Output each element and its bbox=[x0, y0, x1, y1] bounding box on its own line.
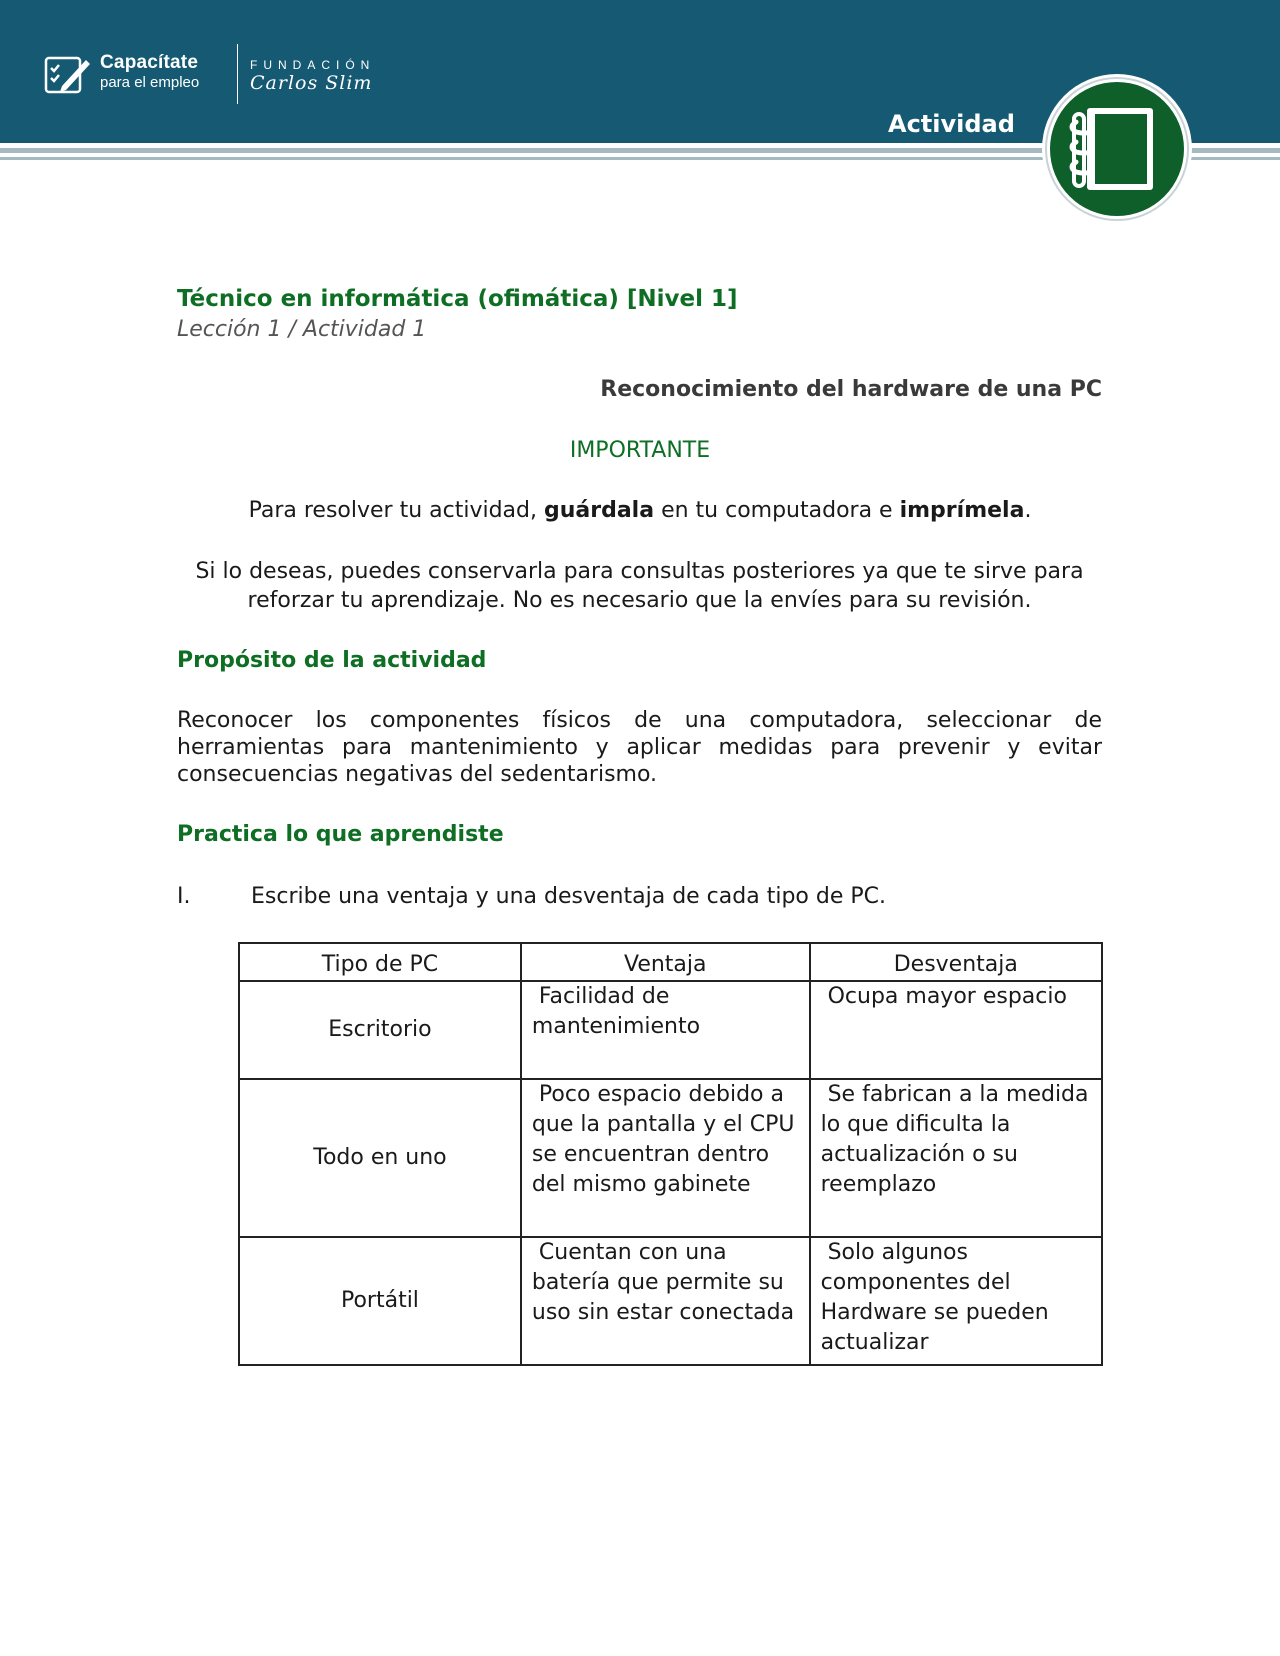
pc-types-table bbox=[238, 942, 1103, 1366]
column-header: Desventaja bbox=[810, 943, 1102, 981]
instruction-emphasis: imprímela bbox=[899, 498, 1025, 523]
lesson-label: Lección 1 / Actividad 1 bbox=[177, 317, 427, 342]
pc-type-cell: Todo en uno bbox=[239, 1079, 521, 1237]
brand-name: Capacítate bbox=[100, 52, 199, 73]
instruction-part: Para resolver tu actividad, bbox=[248, 498, 544, 523]
table-row bbox=[239, 981, 1102, 1079]
section-label: Actividad bbox=[888, 110, 1015, 138]
checklist-pencil-icon bbox=[44, 54, 92, 96]
advantage-cell: Facilidad de mantenimiento bbox=[521, 981, 810, 1079]
instruction-emphasis: guárdala bbox=[543, 498, 655, 523]
table-row bbox=[239, 1237, 1102, 1365]
important-label: IMPORTANTE bbox=[569, 438, 711, 463]
foundation-label: FUNDACIÓN bbox=[250, 58, 376, 72]
question-number: I. bbox=[177, 884, 191, 909]
column-header: Ventaja bbox=[521, 943, 810, 981]
foundation-name: Carlos Slim bbox=[250, 72, 373, 94]
capacitate-logo bbox=[44, 50, 404, 106]
practice-heading: Practica lo que aprendiste bbox=[177, 822, 504, 847]
instruction-part: en tu computadora e bbox=[654, 498, 900, 523]
pc-type-cell: Portátil bbox=[239, 1237, 521, 1365]
instruction-text bbox=[120, 498, 1160, 523]
advantage-cell: Poco espacio debido a que la pantalla y el CPU se encuentran dentro del mismo gabinete bbox=[521, 1079, 810, 1237]
table-header-row bbox=[239, 943, 1102, 981]
logo-divider bbox=[237, 44, 238, 104]
disadvantage-cell: Solo algunos componentes del Hardware se pueden actualizar bbox=[810, 1237, 1102, 1365]
notebook-icon bbox=[1040, 72, 1194, 226]
purpose-text: Reconocer los componentes físicos de una computadora, seleccionar de herramientas para mantenimiento y aplicar medidas para prevenir y evitar consecuencias negativas del sedentarismo. bbox=[177, 708, 1102, 787]
advantage-cell: Cuentan con una batería que permite su uso sin estar conectada bbox=[521, 1237, 810, 1365]
disadvantage-cell: Se fabrican a la medida lo que dificulta la actualización o su reemplazo bbox=[810, 1079, 1102, 1237]
question-text: Escribe una ventaja y una desventaja de cada tipo de PC. bbox=[251, 884, 886, 909]
table-row bbox=[239, 1079, 1102, 1237]
activity-title: Reconocimiento del hardware de una PC bbox=[600, 377, 1102, 402]
column-header: Tipo de PC bbox=[239, 943, 521, 981]
instruction-part: . bbox=[1024, 498, 1032, 523]
disadvantage-cell: Ocupa mayor espacio bbox=[810, 981, 1102, 1079]
pc-type-cell: Escritorio bbox=[239, 981, 521, 1079]
note-text: Si lo deseas, puedes conservarla para consultas posteriores ya que te sirve para reforzar tu aprendizaje. No es necesario que la envíes para su revisión. bbox=[195, 559, 1084, 613]
course-title: Técnico en informática (ofimática) [Nivel 1] bbox=[177, 286, 738, 312]
brand-tagline: para el empleo bbox=[100, 74, 200, 91]
purpose-heading: Propósito de la actividad bbox=[177, 648, 487, 673]
